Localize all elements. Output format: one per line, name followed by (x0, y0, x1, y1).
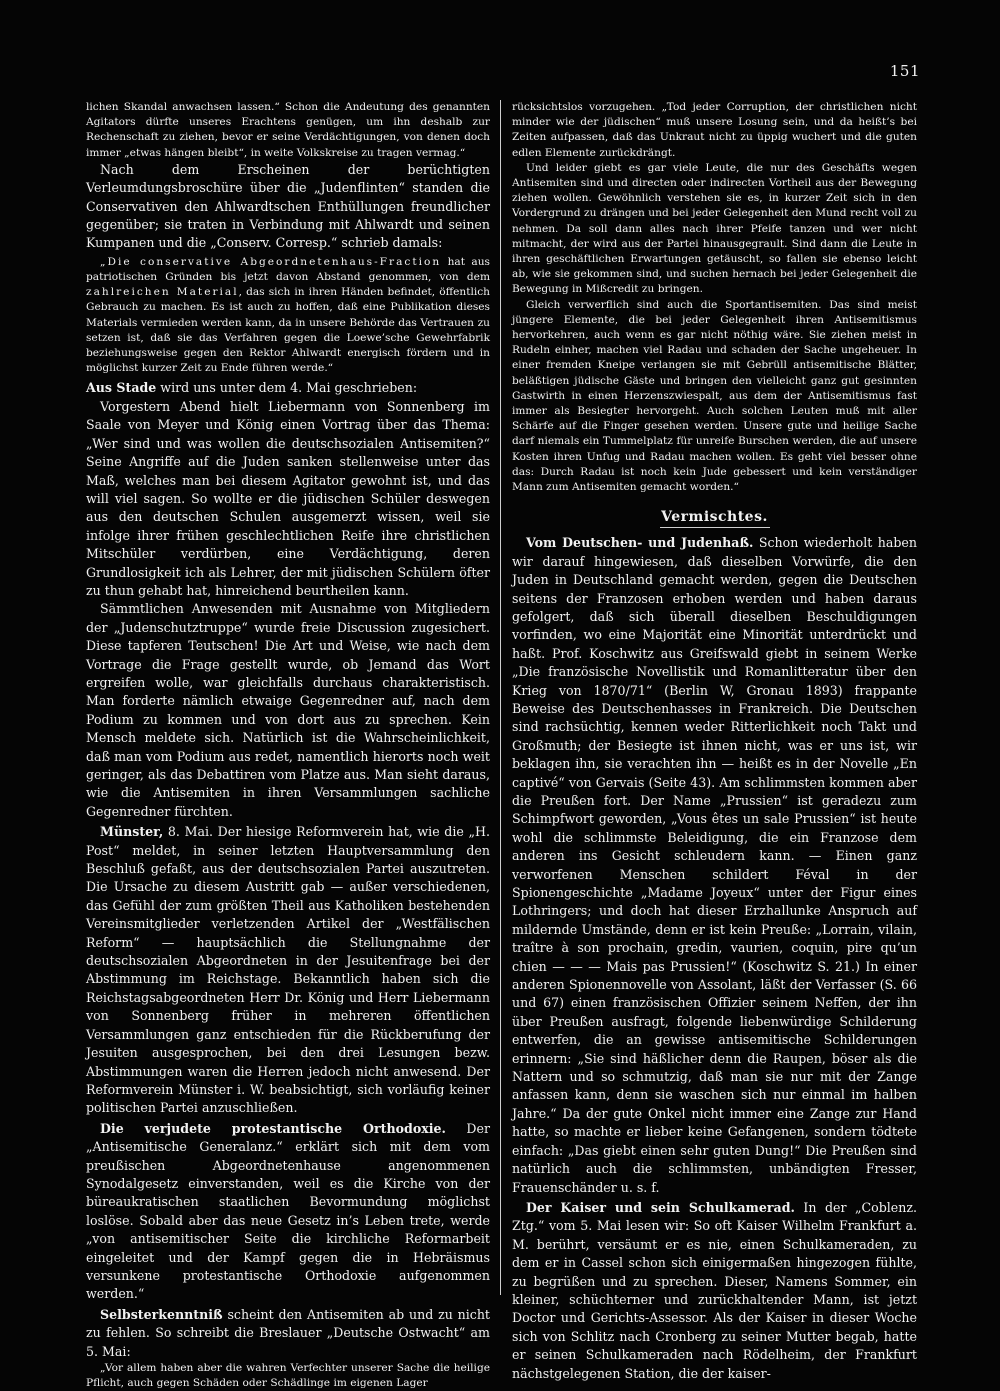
quote-conservative-fraction (86, 255, 490, 377)
paragraph-discussion: Sämmtlichen Anwesenden mit Ausnahme von Mitgliedern der „Judenschutztruppe“ wurde freie Discussion zugesichert. Diese tapferen Teutschen! Die Art und Weise, wie nach dem Vortrage die Frage gestellt wurde, ob Jemand das Wort ergreifen wolle, war gleichfalls durchaus charakteristisch. Man forderte nämlich etwaige Gegenredner auf, nach dem Podium zu kommen und von dort aus zu sprechen. Kein Mensch meldete sich. Natürlich ist die Wahrscheinlichkeit, daß man vom Podium aus redet, namentlich hierorts noch weit geringer, als das Debattiren vom Platze aus. Man sieht daraus, wie die Antisemiten in ihren Versammlungen sachliche Gegenredner fürchten. (86, 601, 490, 819)
article-text: In der „Coblenz. Ztg.“ vom 5. Mai lesen wir: So oft Kaiser Wilhelm Frankfurt a. M. berührt, versäumt er es nie, einen Schulkameraden, zu dem er in Cassel schon sich einigermaßen hingezogen fühlte, zu begrüßen und zu sprechen. Dieser, Namens Sommer, ein kleiner, schüchterner und zurückhaltender Mann, ist jetzt Doctor und Gerichts-Assessor. Als der Kaiser in dieser Woche sich von Schlitz nach Cronberg zu seiner Mutter begab, hatte er seinen Schulkameraden nach Rödelheim, der Frankfurt nächstgelegenen Station, die der kaiser- (512, 1199, 917, 1381)
quote-sportantisemiten: Gleich verwerflich sind auch die Sportantisemiten. Das sind meist jüngere Elemente, die bei jeder Gelegenheit ihren Antisemitismus hervorkehren, auch wenn es gar nicht nöthig wäre. Sie ziehen meist in Rudeln einher, machen viel Radau und schaden der Sache ungeheuer. In einer fremden Kneipe verlangen sie mit Gebrüll antisemitische Blätter, beläßtigen jüdische Gäste und bringen den vielleicht ganz gut gesinnten Gastwirth in einen Herzenszwiespalt, aus dem der Antisemitismus fast immer als Besiegter hervorgeht. Auch solchen Leuten muß mit aller Schärfe auf die Finger gesehen werden. Unsere gute und heilige Sache darf niemals ein Tummelplatz für unreife Burschen werden, die auf unsere Kosten ihren Unfug und Radau machen wollen. Es geht viel besser ohne das: Durch Radau ist noch kein Jude gebessert und kein verständiger Mann zum Antisemiten gemacht worden.“ (512, 298, 917, 494)
quote-text: , das sich in ihren Händen befindet, öffentlich Gebrauch zu machen. Es ist auch zu hoffen, daß eine Publikation dieses Materials vermieden werden kann, da in unsere Behörde das Vertrauen zu setzen ist, daß sie das Verfahren gegen die Loewe’sche Gewehrfabrik beziehungsweise gegen den Rektor Ahlwardt energisch fördern und in möglichst kurzer Zeit zu Ende führen werde.“ (86, 286, 490, 375)
article-heading-muenster: Münster, (100, 824, 164, 840)
article-text: scheint den Antisemiten ab und zu nicht zu fehlen. So schreibt die Breslauer „Deutsche Ostwacht“ am 5. Mai: (86, 1306, 490, 1359)
article-muenster (86, 823, 490, 1118)
section-title: Vermischtes. (661, 509, 768, 526)
article-heading-orthodoxie: Die verjudete protestantische Orthodoxie. (100, 1120, 446, 1136)
article-text: Der „Antisemitische Generalanz.“ erklärt sich mit dem vom preußischen Abgeordnetenhause angenommenen Synodalgesetz einverstanden, weil es die Kirche von der büreaukratischen staatlichen Bevormundung möglichst loslöse. Sobald aber das neue Gesetz in’s Leben trete, werde „von antisemitischer Seite die kirchliche Reformarbeit eingeleitet und der Kampf gegen die in Hebräismus versunkene protestantische Orthodoxie aufgenommen werden.“ (86, 1120, 490, 1302)
quote-continuation: lichen Skandal anwachsen lassen.“ Schon die Andeutung des genannten Agitators dürfte unseres Erachtens genügen, um ihn deshalb zur Rechenschaft zu ziehen, bevor er seine Verdächtigungen, von denen doch immer „etwas hängen bleibt“, in weite Volkskreise zu tragen vermag.“ (86, 101, 490, 159)
quote-spaced-text: zahlreichen Material (86, 286, 239, 299)
article-orthodoxie (86, 1120, 490, 1304)
article-heading-stade: Aus Stade (86, 380, 157, 396)
article-heading-kaiser: Der Kaiser und sein Schulkamerad. (526, 1199, 795, 1215)
article-heading-deutschenhass: Vom Deutschen- und Judenhaß. (526, 535, 754, 551)
article-deutschenhass (512, 534, 917, 1197)
quote-ostwacht: „Vor allem haben aber die wahren Verfechter unserer Sache die heilige Pflicht, auch gegen Schäden oder Schädlinge im eigenen Lager (86, 1362, 490, 1390)
article-stade (86, 379, 490, 397)
column-divider (500, 100, 501, 1295)
left-column (86, 100, 490, 1391)
right-column (512, 100, 917, 1383)
article-selbsterkenntnis (86, 1306, 490, 1361)
article-intro: wird uns unter dem 4. Mai geschrieben: (156, 380, 418, 396)
paragraph-judenflinten: Nach dem Erscheinen der berüchtigten Verleumdungsbroschüre über die „Judenflinten“ standen die Conservativen den Ahlwardtschen Enthüllungen freundlicher gegenüber; sie traten in Verbindung mit Ahlwardt und seinen Kumpanen und die „Conserv. Corresp.“ schrieb damals: (86, 161, 490, 251)
quote-spaced-text: „Die conservative Abgeordnetenhaus-Fraction (100, 255, 442, 268)
quote-geschaeftsantisemiten: Und leider giebt es gar viele Leute, die nur des Geschäfts wegen Antisemiten sind und directen oder indirecten Vortheil aus der Bewegung ziehen wollen. Gewöhnlich verstehen sie es, in kurzer Zeit sich in den Vordergrund zu drängen und bei jeder Gelegenheit den Mund recht voll zu nehmen. Da soll dann alles nach ihrer Pfeife tanzen und wer nicht mitmacht, der wird aus der Partei hinausgegrault. Sind dann die Leute in ihren geschäftlichen Erwartungen getäuscht, so fallen sie ebenso leicht ab, wie sie gekommen sind, und suchen hernach bei jeder Gelegenheit die Bewegung in Mißcredit zu bringen. (512, 161, 917, 296)
quote-ostwacht-continued: rücksichtslos vorzugehen. „Tod jeder Corruption, der christlichen nicht minder wie der jüdischen“ muß unsere Losung sein, und da heißt’s bei Zeiten aufpassen, daß das Unkraut nicht zu üppig wuchert und die guten edlen Elemente zurückdrängt. (512, 101, 917, 159)
article-text: 8. Mai. Der hiesige Reformverein hat, wie die „H. Post“ meldet, in seiner letzten Hauptversammlung den Beschluß gefaßt, aus der deutschsozialen Partei auszutreten. Die Ursache zu diesem Austritt gab — außer verschiedenen, das Gefühl der zum größten Theil aus Katholiken bestehenden Vereinsmitglieder verletzenden Artikel der „Westfälischen Reform“ — hauptsächlich die Stellungnahme der deutschsozialen Abgeordneten in der Jesuitenfrage bei der Abstimmung im Reichstage. Bekanntlich haben sich die Reichstagsabgeordneten Herr Dr. König und Herr Liebermann von Sonnenberg früher in mehreren öffentlichen Versammlungen ganz entschieden für die Rückberufung der Jesuiten ausgesprochen, bei den drei Lesungen bezw. Abstimmungen waren die Herren jedoch nicht anwesend. Der Reformverein Münster i. W. beabsichtigt, sich vorläufig keiner politischen Partei anzuschließen. (86, 824, 490, 1116)
article-kaiser (512, 1199, 917, 1383)
section-divider (660, 527, 770, 528)
page-number: 151 (889, 62, 920, 80)
article-heading-selbsterkenntnis: Selbsterkenntniß (100, 1306, 223, 1322)
article-text: Schon wiederholt haben wir darauf hingewiesen, daß dieselben Vorwürfe, die den Juden in Deutschland gemacht werden, gegen die Deutschen seitens der Franzosen erhoben werden und haben daraus gefolgert, daß sich überall dieselben Beschuldigungen vorfinden, wo eine Majorität eine Minorität unterdrückt und haßt. Prof. Koschwitz aus Greifswald giebt in seinem Werke „Die französische Novellistik und Romanlitteratur über den Krieg von 1870/71“ (Berlin W, Gronau 1893) frappante Beweise des Deutschenhasses in Frankreich. Die Deutschen sind rachsüchtig, kennen weder Ritterlichkeit noch Takt und Großmuth; der Besiegte ist ihnen nicht, was er uns ist, wir beklagen ihn, sie verachten ihn — heißt es in der Novelle „En captivé“ von Gervais (Seite 43). Am schlimmsten kommen aber die Preußen fort. Der Name „Prussien“ ist geradezu zum Schimpfwort geworden, „Vous êtes un sale Prussien“ ist heute wohl die schlimmste Beleidigung, die ein Franzose dem anderen ins Gesicht schleudern kann. — Einen ganz verworfenen Menschen schildert Féval in der Spionengeschichte „Madame Joyeux“ unter der Figur eines Lothringers; und doch hat dieser Erzhallunke Anspruch auf mildernde Umstände, denn er ist kein Preuße: „Lorrain, vilain, traître à son prochain, gredin, vaurien, coquin, pire qu’un chien — — — Mais pas Prussien!“ (Koschwitz S. 21.) In einer anderen Spionennovelle von Assolant, läßt der Verfasser (S. 66 und 67) einen französischen Offizier seinem Neffen, der ihn über Preußen ausfragt, folgende liebenwürdige Schilderung entwerfen, die an gewisse antisemitische Schilderungen erinnern: „Sie sind häßlicher denn die Raupen, böser als die Nattern und so schmutzig, daß man sie nur mit der Zange anfassen kann, denn sie waschen sich nur einmal im halben Jahre.“ Da der gute Onkel nicht immer eine Zange zur Hand hatte, so machte er lieber keine Gefangenen, sondern tödtete einfach: „Das giebt einen sehr guten Dung!“ Die Preußen sind natürlich auch die schlimmsten, unbändigten Fresser, Frauenschänder u. s. f. (512, 535, 917, 1195)
paragraph-liebermann: Vorgestern Abend hielt Liebermann von Sonnenberg im Saale von Meyer und König einen Vortrag über das Thema: „Wer sind und was wollen die deutschsozialen Antisemiten?“ Seine Angriffe auf die Juden sanken stellenweise unter das Maß, welches man bei diesem Agitator gewohnt ist, und das will viel sagen. So wollte er die jüdischen Schüler deswegen aus den deutschen Schulen ausgemerzt wissen, weil sie infolge ihrer frühen geschlechtlichen Reife ihre christlichen Mitschüler verdürben, eine Verdächtigung, deren Grundlosigkeit ich als Lehrer, der mit jüdischen Schülern öfter zu thun gehabt hat, hinreichend beurtheilen kann. (86, 398, 490, 598)
quote-text: hat aus patriotischen Gründen bis jetzt davon Abstand genommen, von dem (86, 255, 490, 284)
